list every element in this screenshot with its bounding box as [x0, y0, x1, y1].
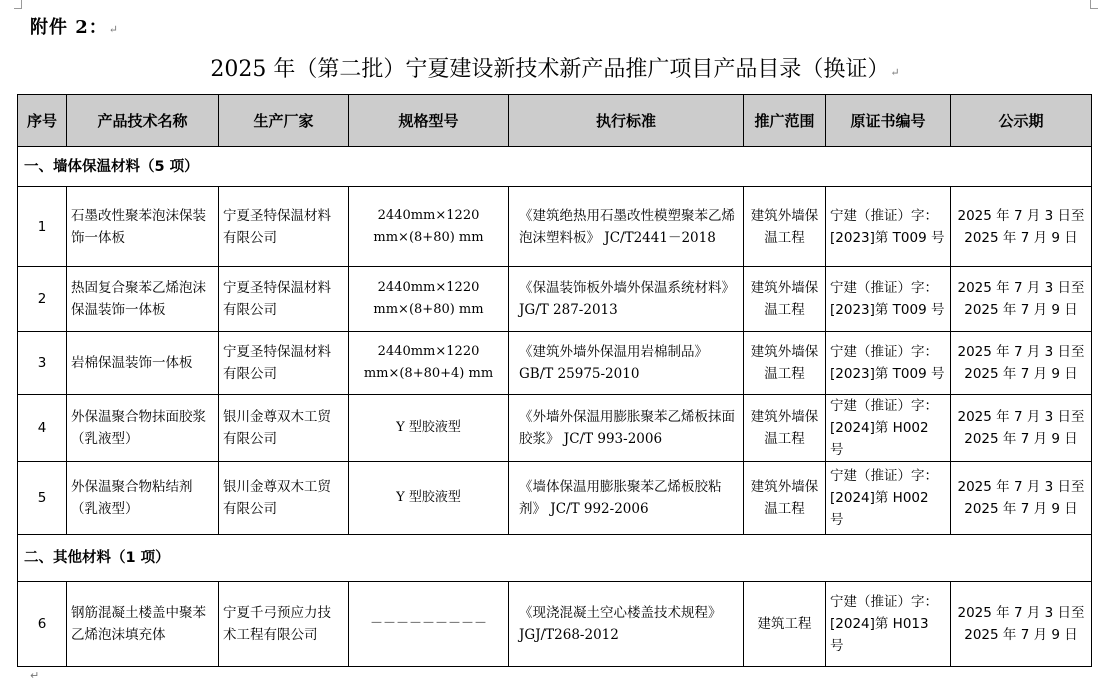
header-scope: 推广范围: [744, 95, 826, 147]
cell-period: 2025 年 7 月 3 日至 2025 年 7 月 9 日: [951, 582, 1092, 667]
cell-standard: 《现浇混凝土空心楼盖技术规程》 JGJ/T268-2012: [509, 582, 744, 667]
product-catalog-table: [17, 94, 1092, 667]
cell-period: 2025 年 7 月 3 日至 2025 年 7 月 9 日: [951, 187, 1092, 267]
cell-standard: 《建筑外墙外保温用岩棉制品》 GB/T 25975-2010: [509, 332, 744, 395]
cell-seq: 5: [18, 462, 67, 535]
cell-standard: 《建筑绝热用石墨改性模塑聚苯乙烯泡沫塑料板》 JC/T2441－2018: [509, 187, 744, 267]
cell-scope: 建筑外墙保温工程: [744, 187, 826, 267]
cell-standard: 《外墙外保温用膨胀聚苯乙烯板抹面胶浆》 JC/T 993-2006: [509, 395, 744, 462]
cell-name: 外保温聚合物粘结剂（乳液型）: [67, 462, 219, 535]
section-row: [18, 147, 1092, 187]
cell-name: 热固复合聚苯乙烯泡沫保温装饰一体板: [67, 267, 219, 332]
paragraph-mark: ↵: [108, 23, 120, 36]
cell-seq: 2: [18, 267, 67, 332]
table-row: [18, 462, 1092, 535]
cell-scope: 建筑外墙保温工程: [744, 332, 826, 395]
table-row: [18, 267, 1092, 332]
cell-spec: Y 型胶液型: [349, 395, 509, 462]
table-row: [18, 187, 1092, 267]
cell-scope: 建筑外墙保温工程: [744, 462, 826, 535]
cell-cert: 宁建（推证）字：[2023]第 T009 号: [826, 187, 951, 267]
cell-maker: 宁夏圣特保温材料有限公司: [219, 187, 349, 267]
header-cert: 原证书编号: [826, 95, 951, 147]
header-spec: 规格型号: [349, 95, 509, 147]
cell-cert: 宁建（推证）字：[2023]第 T009 号: [826, 332, 951, 395]
cell-scope: 建筑外墙保温工程: [744, 395, 826, 462]
section-title-other-materials: 二、其他材料（1 项）: [18, 535, 1092, 582]
table-row: [18, 582, 1092, 667]
cell-maker: 银川金尊双木工贸有限公司: [219, 395, 349, 462]
margin-corner-mark-left: [14, 0, 22, 9]
table-row: [18, 395, 1092, 462]
cell-maker: 宁夏圣特保温材料有限公司: [219, 267, 349, 332]
table-row: [18, 332, 1092, 395]
cell-name: 石墨改性聚苯泡沫保装饰一体板: [67, 187, 219, 267]
cell-period: 2025 年 7 月 3 日至 2025 年 7 月 9 日: [951, 267, 1092, 332]
table-header-row: [18, 95, 1092, 147]
cell-spec: Y 型胶液型: [349, 462, 509, 535]
header-standard: 执行标准: [509, 95, 744, 147]
cell-period: 2025 年 7 月 3 日至 2025 年 7 月 9 日: [951, 395, 1092, 462]
cell-standard: 《保温装饰板外墙外保温系统材料》 JG/T 287-2013: [509, 267, 744, 332]
cell-name: 钢筋混凝土楼盖中聚苯乙烯泡沫填充体: [67, 582, 219, 667]
attachment-label: 附件 2：↵: [30, 17, 120, 38]
cell-spec: 2440mm×1220 mm×(8+80) mm: [349, 187, 509, 267]
cell-name: 岩棉保温装饰一体板: [67, 332, 219, 395]
cell-cert: 宁建（推证）字：[2024]第 H002 号: [826, 462, 951, 535]
cell-scope: 建筑工程: [744, 582, 826, 667]
paragraph-mark: ↵: [890, 66, 900, 79]
cell-cert: 宁建（推证）字：[2024]第 H002 号: [826, 395, 951, 462]
cell-seq: 1: [18, 187, 67, 267]
cell-seq: 6: [18, 582, 67, 667]
cell-scope: 建筑外墙保温工程: [744, 267, 826, 332]
section-row: [18, 535, 1092, 582]
cell-seq: 3: [18, 332, 67, 395]
cell-spec: 2440mm×1220 mm×(8+80) mm: [349, 267, 509, 332]
cell-standard: 《墙体保温用膨胀聚苯乙烯板胶粘剂》 JC/T 992-2006: [509, 462, 744, 535]
cell-period: 2025 年 7 月 3 日至 2025 年 7 月 9 日: [951, 332, 1092, 395]
header-name: 产品技术名称: [67, 95, 219, 147]
cell-cert: 宁建（推证）字：[2023]第 T009 号: [826, 267, 951, 332]
cell-maker: 银川金尊双木工贸有限公司: [219, 462, 349, 535]
header-period: 公示期: [951, 95, 1092, 147]
document-title: 2025 年（第二批）宁夏建设新技术新产品推广项目产品目录（换证）↵: [210, 57, 900, 82]
cell-maker: 宁夏圣特保温材料有限公司: [219, 332, 349, 395]
cell-cert: 宁建（推证）字：[2024]第 H013 号: [826, 582, 951, 667]
margin-corner-mark-right: [1090, 0, 1098, 9]
section-title-wall-insulation: 一、墙体保温材料（5 项）: [18, 147, 1092, 187]
cell-maker: 宁夏千弓预应力技术工程有限公司: [219, 582, 349, 667]
cell-name: 外保温聚合物抹面胶浆（乳液型）: [67, 395, 219, 462]
cell-spec: 2440mm×1220 mm×(8+80+4) mm: [349, 332, 509, 395]
cell-period: 2025 年 7 月 3 日至 2025 年 7 月 9 日: [951, 462, 1092, 535]
header-maker: 生产厂家: [219, 95, 349, 147]
paragraph-mark: ↵: [30, 669, 40, 682]
cell-seq: 4: [18, 395, 67, 462]
header-seq: 序号: [18, 95, 67, 147]
cell-spec: －－－－－－－－－: [349, 582, 509, 667]
